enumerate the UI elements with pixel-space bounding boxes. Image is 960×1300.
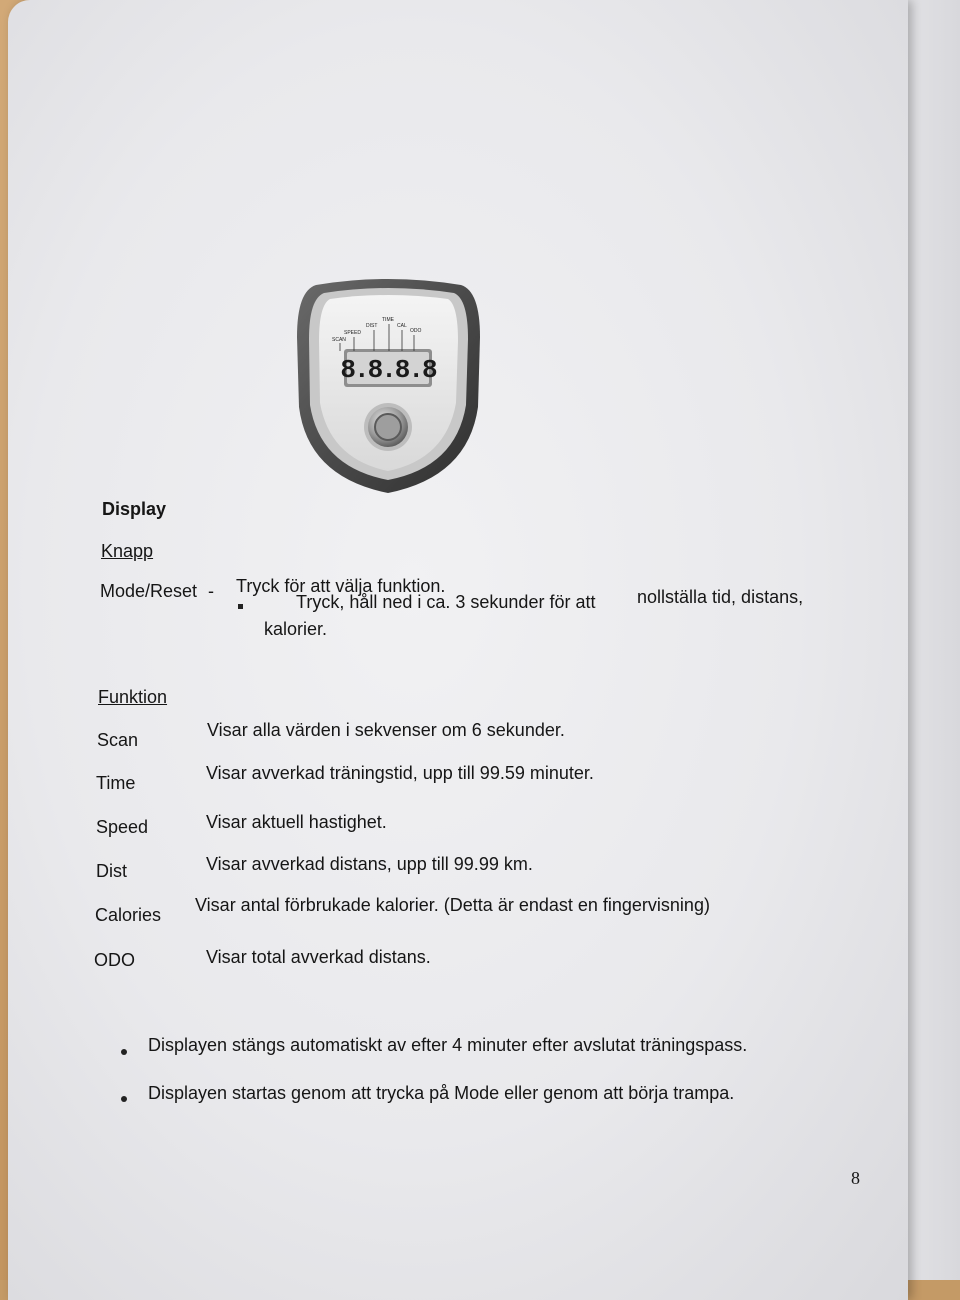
function-label-time: Time <box>96 773 136 793</box>
note-start: Displayen startas genom att trycka på Mode eller genom att börja trampa. <box>148 1083 735 1103</box>
function-desc-time: Visar avverkad träningstid, upp till 99.59 minuter. <box>206 763 594 783</box>
function-desc-odo: Visar total avverkad distans. <box>206 947 431 967</box>
mode-reset-dash: - <box>208 581 214 601</box>
function-label-speed: Speed <box>96 817 149 837</box>
lcd-label-odo: ODO <box>410 328 422 334</box>
lcd-label-scan: SCAN <box>332 337 346 343</box>
function-desc-dist: Visar avverkad distans, upp till 99.99 km. <box>206 854 533 874</box>
lcd-label-speed: SPEED <box>344 330 361 336</box>
lcd-digits: 8.8.8.8 <box>340 355 436 385</box>
function-label-dist: Dist <box>96 861 127 881</box>
bullet-dot-icon <box>121 1096 127 1102</box>
function-desc-calories: Visar antal förbrukade kalorier. (Detta är endast en fingervisning) <box>195 895 710 915</box>
page-number: 8 <box>851 1168 860 1188</box>
note-auto-off: Displayen stängs automatiskt av efter 4 minuter efter avslutat träningspass. <box>148 1035 748 1055</box>
knapp-line-3: kalorier. <box>264 619 328 639</box>
section-title: Display <box>102 499 167 519</box>
lcd-label-cal: CAL <box>397 323 407 329</box>
function-label-calories: Calories <box>95 905 162 925</box>
mode-reset-label: Mode/Reset <box>100 581 198 601</box>
function-desc-scan: Visar alla värden i sekvenser om 6 sekunder. <box>207 720 565 740</box>
bullet-dot-icon <box>121 1049 127 1055</box>
funktion-heading: Funktion <box>98 687 168 707</box>
display-unit-drawing <box>296 277 481 495</box>
display-unit-illustration <box>296 277 481 495</box>
lcd-label-dist: DIST <box>366 323 378 329</box>
knapp-line-2a: Tryck, håll ned i ca. 3 sekunder för att <box>296 592 596 612</box>
lcd-label-time: TIME <box>382 317 394 323</box>
square-bullet-icon <box>238 604 243 609</box>
function-desc-speed: Visar aktuell hastighet. <box>206 812 387 832</box>
knapp-line-1: Tryck för att välja funktion. <box>236 576 446 596</box>
function-label-scan: Scan <box>97 730 139 750</box>
knapp-heading: Knapp <box>101 541 154 561</box>
knapp-line-2b: nollställa tid, distans, <box>637 587 804 607</box>
function-label-odo: ODO <box>94 950 136 970</box>
